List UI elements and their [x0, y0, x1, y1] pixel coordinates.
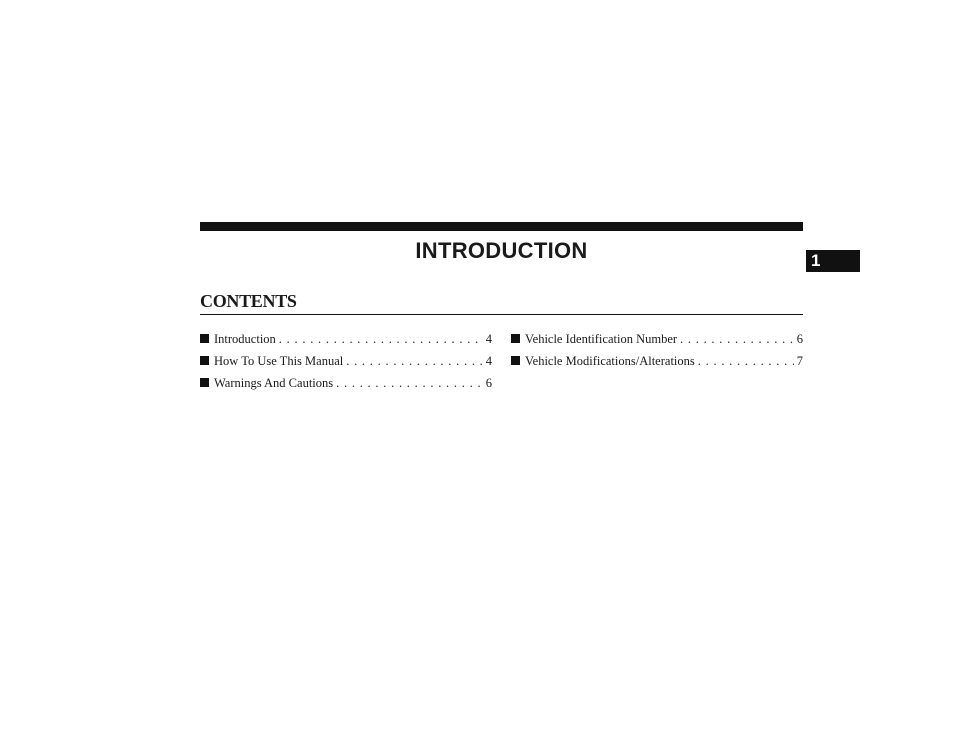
dot-leader — [346, 353, 483, 369]
contents-heading: CONTENTS — [200, 291, 297, 311]
dot-leader — [680, 331, 794, 347]
square-bullet-icon — [511, 356, 520, 365]
square-bullet-icon — [200, 334, 209, 343]
square-bullet-icon — [511, 334, 520, 343]
chapter-tab-number: 1 — [811, 251, 821, 270]
toc-entry-label: How To Use This Manual — [214, 354, 344, 368]
chapter-top-rule — [200, 222, 803, 231]
chapter-title: INTRODUCTION — [415, 238, 588, 263]
dot-leader — [336, 375, 483, 391]
toc-entry-label: Vehicle Modifications/Alterations — [525, 354, 695, 368]
square-bullet-icon — [200, 378, 209, 387]
toc-entry-page: 6 — [485, 376, 492, 390]
dot-leader — [279, 331, 483, 347]
chapter-tab — [806, 250, 860, 272]
toc-entry-warnings-and-cautions[interactable] — [200, 375, 492, 397]
toc-entry-vehicle-modifications-alterations[interactable] — [511, 353, 803, 375]
toc-entry-page: 4 — [485, 332, 492, 346]
toc-entry-label: Warnings And Cautions — [214, 376, 334, 390]
toc-entry-label: Vehicle Identification Number — [525, 332, 678, 346]
toc-entry-how-to-use-this-manual[interactable] — [200, 353, 492, 375]
toc-right-column — [511, 331, 803, 375]
toc-entry-page: 6 — [796, 332, 803, 346]
dot-leader — [698, 353, 794, 369]
toc-entry-vehicle-identification-number[interactable] — [511, 331, 803, 353]
square-bullet-icon — [200, 356, 209, 365]
toc-entry-label: Introduction — [214, 332, 276, 346]
toc-entry-introduction[interactable] — [200, 331, 492, 353]
contents-rule — [200, 314, 803, 315]
toc-entry-page: 7 — [796, 354, 803, 368]
toc-entry-page: 4 — [485, 354, 492, 368]
toc-left-column — [200, 331, 492, 397]
